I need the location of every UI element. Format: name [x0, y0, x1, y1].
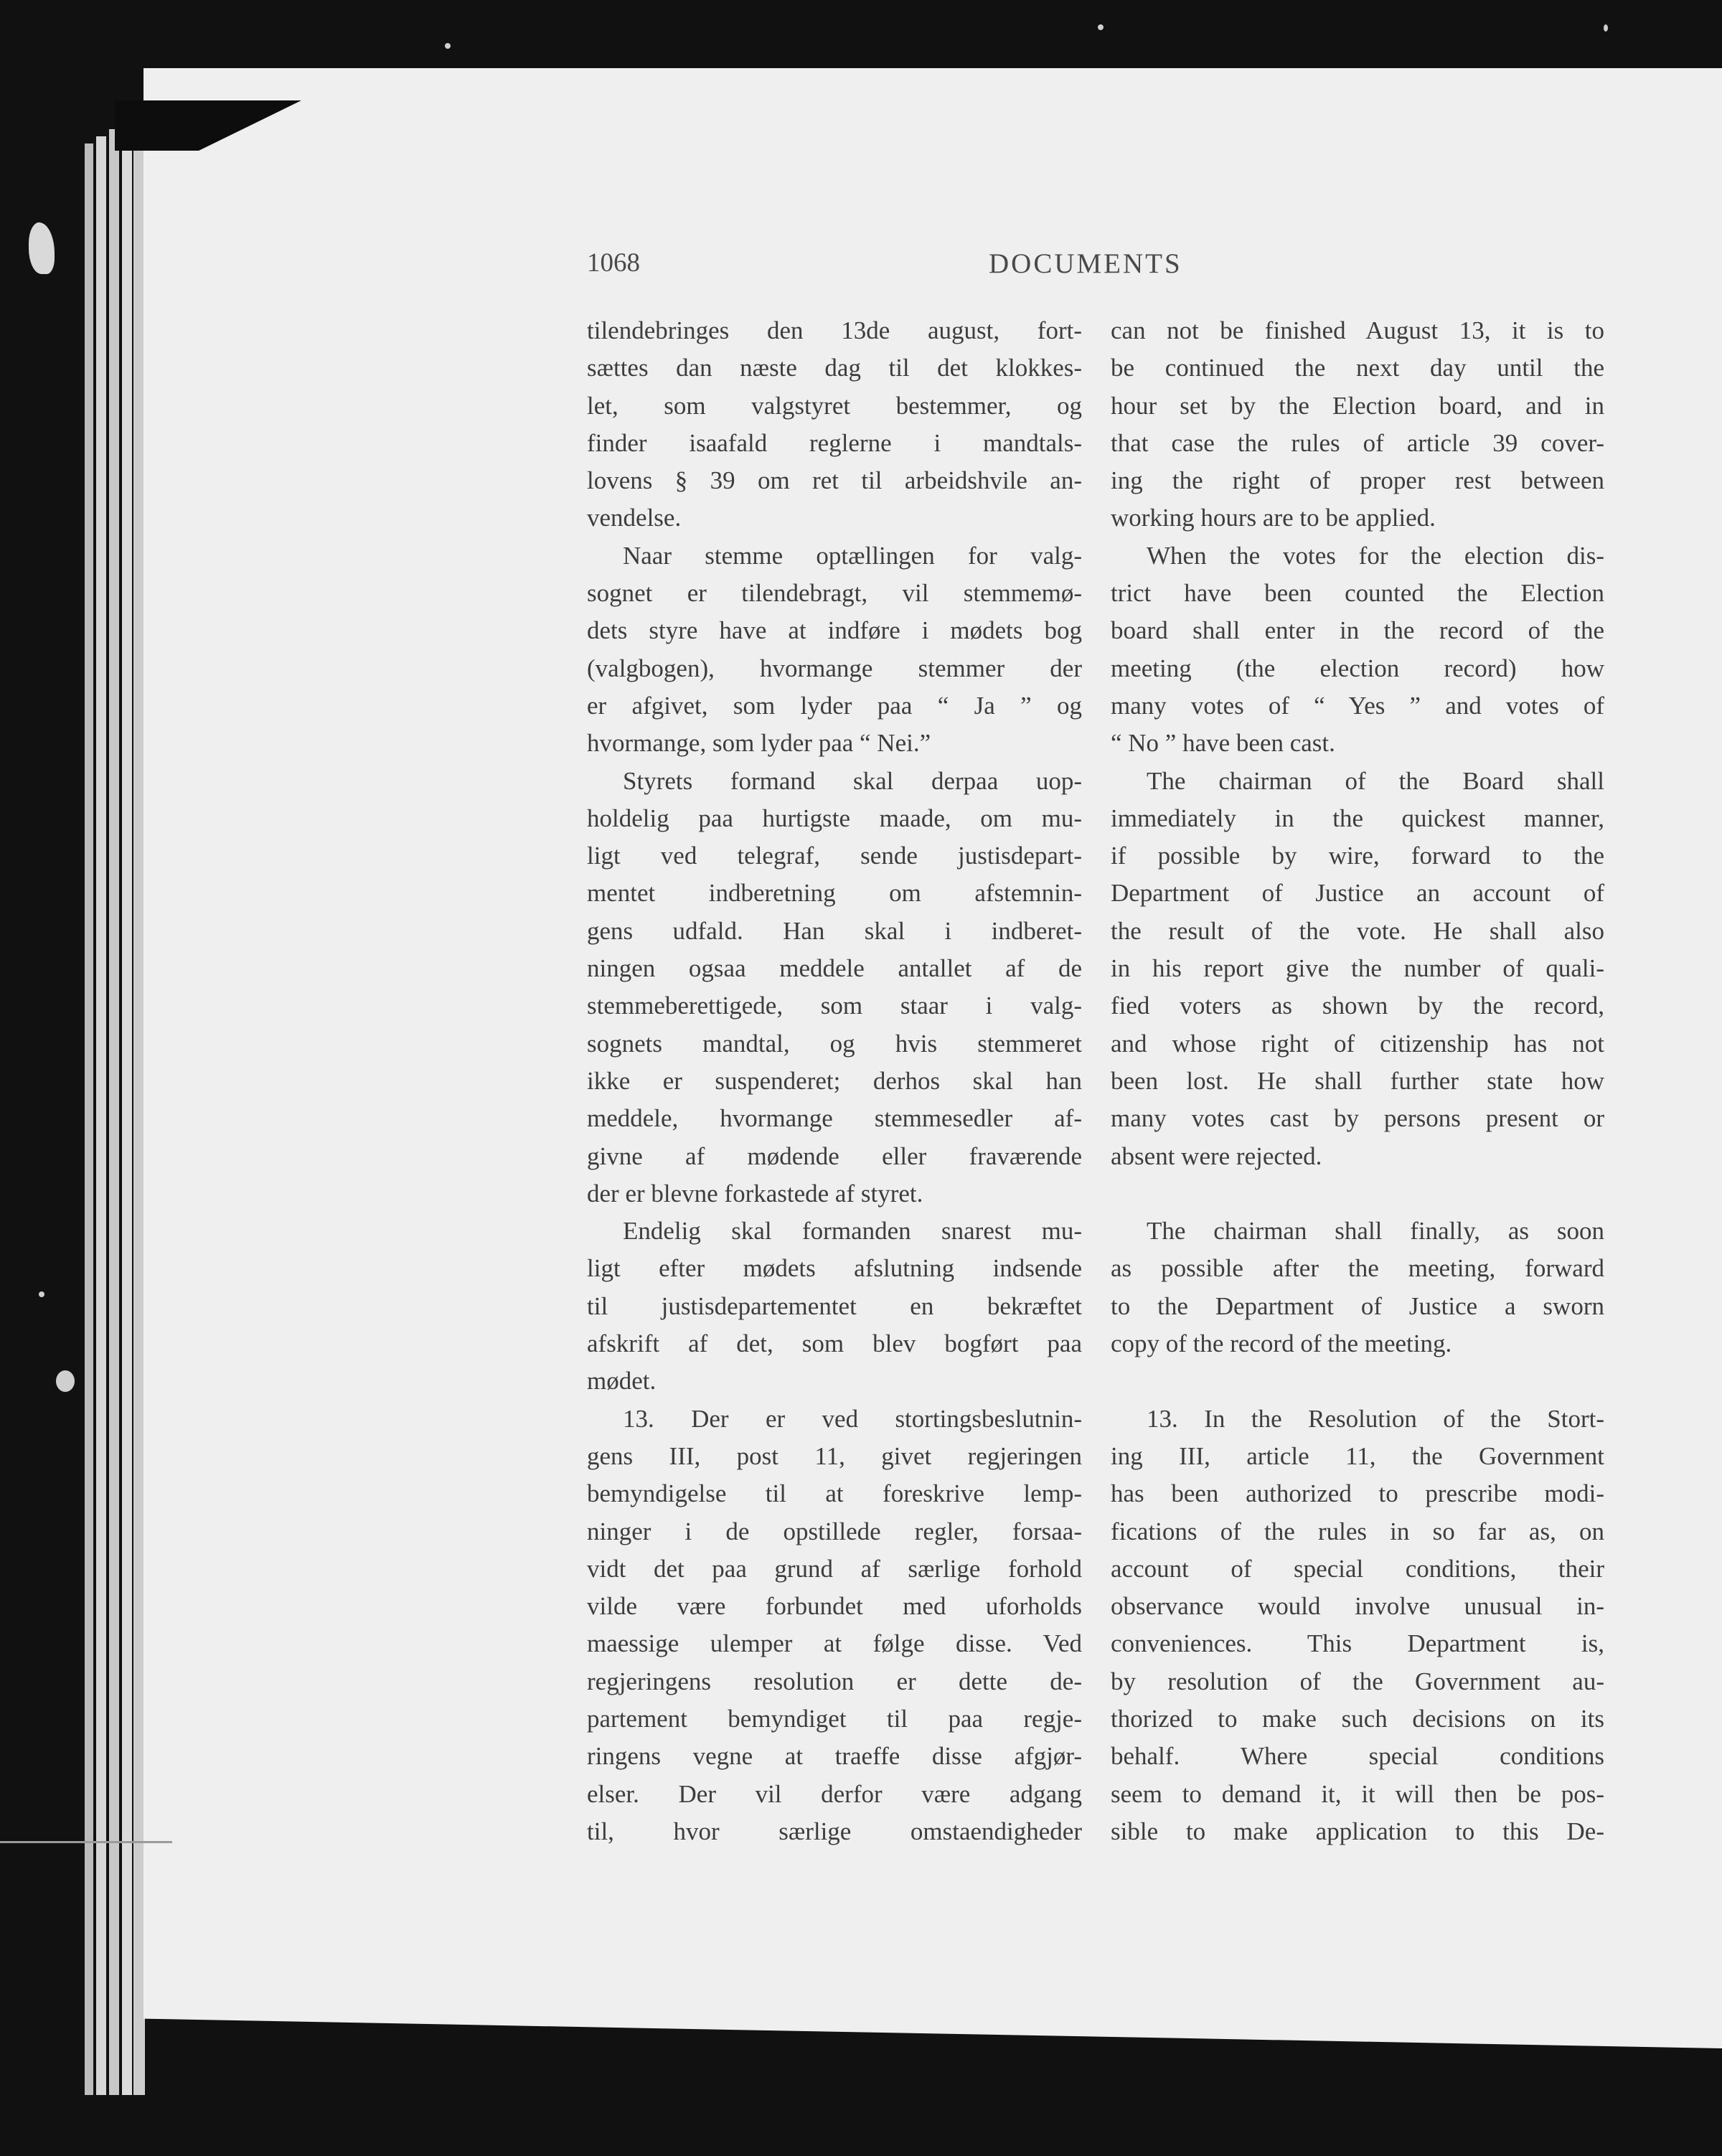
text-line: thorized to make such decisions on its	[1111, 1704, 1604, 1733]
text-line: and whose right of citizenship has not	[1111, 1029, 1604, 1058]
text-line: absent were rejected.	[1111, 1141, 1322, 1170]
text-line: conveniences. This Department is,	[1111, 1629, 1604, 1658]
page-stack-edge	[96, 136, 106, 2095]
text-line: meddele, hvormange stemmesedler af-	[587, 1104, 1082, 1133]
text-line: the result of the vote. He shall also	[1111, 916, 1604, 945]
text-line: ningen ogsaa meddele antallet af de	[587, 954, 1082, 983]
text-line: mødet.	[587, 1367, 657, 1395]
text-line: working hours are to be applied.	[1111, 504, 1436, 532]
film-speck	[39, 1291, 44, 1297]
text-line: Department of Justice an account of	[1111, 879, 1604, 908]
film-mark	[29, 222, 55, 274]
text-line: afskrift af det, som blev bogført paa	[587, 1329, 1082, 1358]
text-line: tilendebringes den 13de august, fort-	[587, 316, 1082, 344]
text-line: fied voters as shown by the record,	[1111, 992, 1604, 1020]
film-speck	[56, 1370, 75, 1392]
text-line: account of special conditions, their	[1111, 1554, 1604, 1583]
running-head: DOCUMENTS	[989, 248, 1182, 279]
text-line: The chairman of the Board shall	[1147, 766, 1604, 795]
text-line: by resolution of the Government au-	[1111, 1667, 1604, 1695]
text-line: “ No ” have been cast.	[1111, 729, 1335, 758]
page-stack-edge	[85, 143, 93, 2095]
text-line: lovens § 39 om ret til arbeidshvile an-	[587, 466, 1082, 495]
text-line: til justisdepartementet en bekræftet	[587, 1291, 1082, 1320]
text-line: many votes cast by persons present or	[1111, 1104, 1604, 1133]
text-line: sognets mandtal, og hvis stemmeret	[587, 1029, 1082, 1058]
text-line: copy of the record of the meeting.	[1111, 1329, 1452, 1358]
text-line: sognet er tilendebragt, vil stemmemø-	[587, 579, 1082, 608]
text-line: holdelig paa hurtigste maade, om mu-	[587, 804, 1082, 832]
text-line: ninger i de opstillede regler, forsaa-	[587, 1517, 1082, 1545]
text-line: been lost. He shall further state how	[1111, 1066, 1604, 1095]
text-line: behalf. Where special conditions	[1111, 1742, 1604, 1771]
text-line: has been authorized to prescribe modi-	[1111, 1479, 1604, 1508]
text-line: When the votes for the election dis-	[1147, 541, 1604, 570]
text-line: can not be finished August 13, it is to	[1111, 316, 1604, 344]
text-line: dets styre have at indføre i mødets bog	[587, 616, 1082, 645]
paragraph-gap	[1111, 1175, 1604, 1213]
text-line: ligt efter mødets afslutning indsende	[587, 1254, 1082, 1283]
text-line: gens udfald. Han skal i indberet-	[587, 916, 1082, 945]
text-line: 13. Der er ved stortingsbeslutnin-	[623, 1404, 1082, 1433]
text-line: fications of the rules in so far as, on	[1111, 1517, 1604, 1545]
film-speck	[445, 43, 451, 49]
text-line: ligt ved telegraf, sende justisdepart-	[587, 842, 1082, 870]
text-line: hour set by the Election board, and in	[1111, 391, 1604, 420]
text-line: hvormange, som lyder paa “ Nei.”	[587, 729, 931, 758]
text-line: immediately in the quickest manner,	[1111, 804, 1604, 832]
text-line: seem to demand it, it will then be pos-	[1111, 1779, 1604, 1808]
text-line: ing III, article 11, the Government	[1111, 1441, 1604, 1470]
text-line: if possible by wire, forward to the	[1111, 842, 1604, 870]
text-line: elser. Der vil derfor være adgang	[587, 1779, 1082, 1808]
page-stack-edge	[109, 129, 119, 2095]
page-number: 1068	[587, 248, 640, 278]
text-line: Styrets formand skal derpaa uop-	[623, 766, 1082, 795]
text-line: regjeringens resolution er dette de-	[587, 1667, 1082, 1695]
film-speck	[1604, 24, 1608, 32]
text-line: many votes of “ Yes ” and votes of	[1111, 691, 1604, 720]
text-line: maessige ulemper at følge disse. Ved	[587, 1629, 1082, 1658]
text-line: der er blevne forkastede af styret.	[587, 1179, 923, 1208]
text-line: (valgbogen), hvormange stemmer der	[587, 654, 1082, 682]
text-line: let, som valgstyret bestemmer, og	[587, 391, 1082, 420]
text-line: ringens vegne at traeffe disse afgjør-	[587, 1742, 1082, 1771]
text-line: finder isaafald reglerne i mandtals-	[587, 428, 1082, 457]
english-column	[1111, 312, 1604, 1850]
text-line: board shall enter in the record of the	[1111, 616, 1604, 645]
text-line: vendelse.	[587, 504, 682, 532]
text-line: Endelig skal formanden snarest mu-	[623, 1217, 1082, 1246]
text-line: as possible after the meeting, forward	[1111, 1254, 1604, 1283]
page-stack-edge	[133, 115, 145, 2095]
text-line: 13. In the Resolution of the Stort-	[1147, 1404, 1604, 1433]
text-line: bemyndigelse til at foreskrive lemp-	[587, 1479, 1082, 1508]
text-line: The chairman shall finally, as soon	[1147, 1217, 1604, 1246]
text-line: ikke er suspenderet; derhos skal han	[587, 1066, 1082, 1095]
text-line: gens III, post 11, givet regjeringen	[587, 1441, 1082, 1470]
text-line: ing the right of proper rest between	[1111, 466, 1604, 495]
text-line: vilde være forbundet med uforholds	[587, 1592, 1082, 1621]
paragraph-gap	[1111, 1362, 1604, 1400]
text-line: til, hvor særlige omstaendigheder	[587, 1817, 1082, 1845]
norwegian-column	[587, 312, 1082, 1850]
text-line: in his report give the number of quali-	[1111, 954, 1604, 983]
text-line: sible to make application to this De-	[1111, 1817, 1604, 1845]
text-line: be continued the next day until the	[1111, 354, 1604, 382]
text-line: to the Department of Justice a sworn	[1111, 1291, 1604, 1320]
film-speck	[1098, 24, 1104, 30]
film-scratch	[0, 1841, 172, 1843]
text-line: stemmeberettigede, som staar i valg-	[587, 992, 1082, 1020]
page-stack-edge	[122, 122, 132, 2095]
text-line: mentet indberetning om afstemnin-	[587, 879, 1082, 908]
text-line: sættes dan næste dag til det klokkes-	[587, 354, 1082, 382]
text-line: vidt det paa grund af særlige forhold	[587, 1554, 1082, 1583]
text-line: partement bemyndiget til paa regje-	[587, 1704, 1082, 1733]
text-line: observance would involve unusual in-	[1111, 1592, 1604, 1621]
text-line: givne af mødende eller fraværende	[587, 1141, 1082, 1170]
text-line: trict have been counted the Election	[1111, 579, 1604, 608]
text-line: that case the rules of article 39 cover-	[1111, 428, 1604, 457]
text-line: er afgivet, som lyder paa “ Ja ” og	[587, 691, 1082, 720]
text-line: Naar stemme optællingen for valg-	[623, 541, 1082, 570]
text-line: meeting (the election record) how	[1111, 654, 1604, 682]
